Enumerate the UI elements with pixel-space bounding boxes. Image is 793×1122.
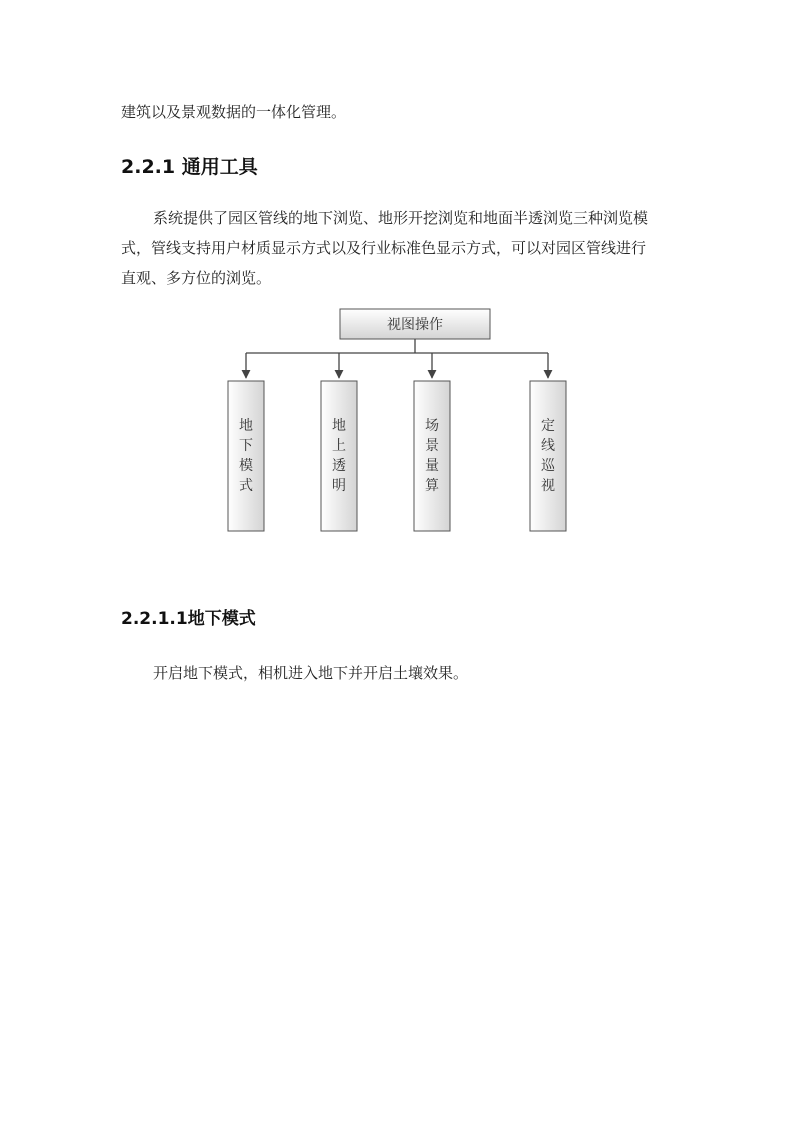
diagram-root-node (340, 309, 490, 339)
diagram-node-route-patrol (530, 381, 566, 531)
diagram-node-scene-measure (414, 381, 450, 531)
svg-text:上: 上 (332, 438, 346, 454)
subsection-heading: 2.2.1.1地下模式 (121, 609, 256, 629)
svg-text:场: 场 (425, 418, 439, 434)
paragraph-underground-mode: 开启地下模式，相机进入地下并开启土壤效果。 (153, 664, 469, 682)
paragraph-line: 系统提供了园区管线的地下浏览、地形开挖浏览和地面半透浏览三种浏览模 (153, 209, 649, 227)
svg-text:量: 量 (425, 458, 439, 474)
svg-text:景: 景 (425, 438, 439, 454)
diagram-root-label: 视图操作 (387, 317, 443, 333)
svg-text:下: 下 (239, 438, 253, 454)
intro-line: 建筑以及景观数据的一体化管理。 (121, 103, 347, 121)
svg-text:线: 线 (541, 438, 555, 454)
svg-text:式: 式 (239, 478, 253, 494)
paragraph-line: 直观、多方位的浏览。 (121, 269, 272, 287)
diagram-node-underground-mode (228, 381, 264, 531)
svg-text:算: 算 (425, 478, 439, 494)
svg-text:地: 地 (239, 418, 253, 434)
section-heading: 2.2.1 通用工具 (121, 156, 258, 178)
diagram-connectors (246, 339, 548, 378)
paragraph-line: 式，管线支持用户材质显示方式以及行业标准色显示方式，可以对园区管线进行 (121, 239, 647, 257)
svg-text:定: 定 (541, 418, 555, 434)
svg-text:地: 地 (332, 418, 346, 434)
diagram-node-above-ground-transparent (321, 381, 357, 531)
svg-text:模: 模 (239, 458, 253, 474)
svg-text:视: 视 (541, 478, 555, 494)
svg-text:透: 透 (332, 458, 346, 474)
svg-text:明: 明 (332, 478, 346, 494)
svg-text:巡: 巡 (541, 458, 555, 474)
